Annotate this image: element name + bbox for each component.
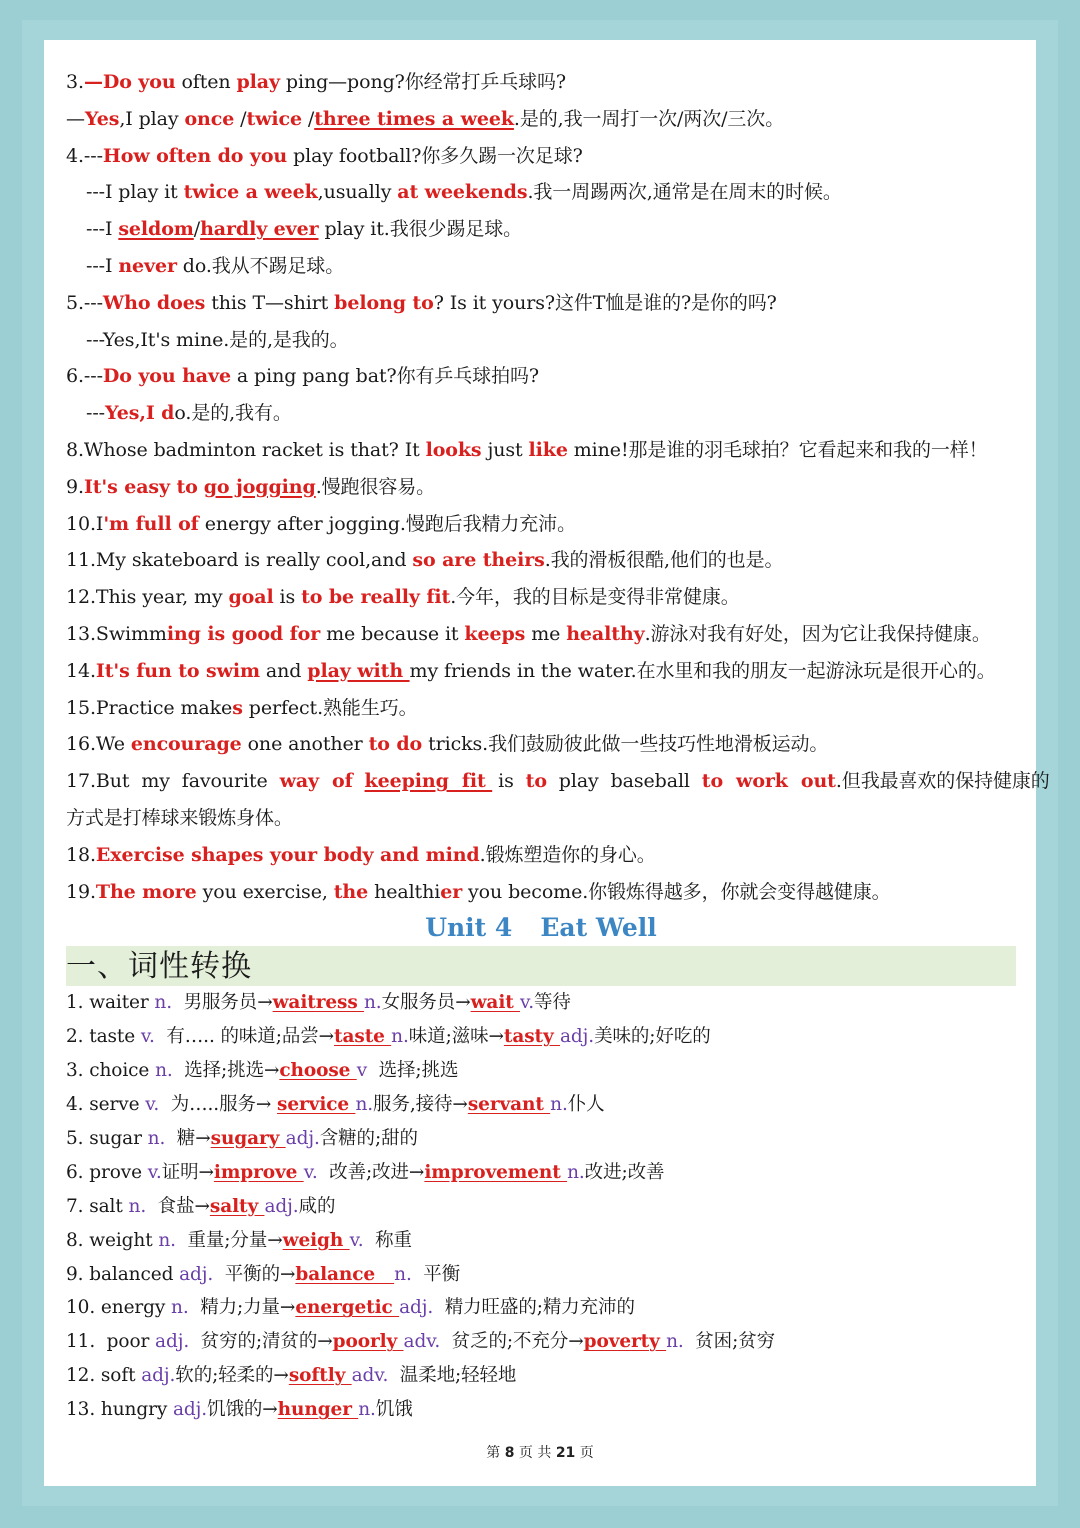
highlight-phrase: to <box>525 770 547 793</box>
sentence-line <box>66 64 1016 101</box>
sentence-line <box>66 726 1016 763</box>
text-segment: 14. <box>66 659 96 682</box>
text-segment: 软的;轻柔的→ <box>175 1365 289 1387</box>
highlight-phrase: encourage <box>130 733 242 756</box>
highlight-phrase: the <box>333 880 369 903</box>
answer-word: salty <box>209 1195 265 1217</box>
part-of-speech: n. <box>391 1026 409 1048</box>
text-segment: 平衡 <box>411 1263 461 1285</box>
word-item <box>66 1054 1016 1088</box>
highlight-phrase: keeps <box>464 622 526 645</box>
sentence-line <box>66 432 1016 469</box>
part-of-speech: adj. <box>399 1297 434 1319</box>
text-segment: perfect.熟能生巧。 <box>242 696 418 719</box>
text-segment: you exercise, <box>196 880 334 903</box>
word-item <box>66 1393 1016 1427</box>
sentence-line <box>66 653 1016 690</box>
part-of-speech: n. <box>355 1094 374 1116</box>
text-segment: 8. weight <box>66 1229 159 1251</box>
text-segment: one another <box>241 733 369 756</box>
text-segment: / <box>234 107 247 130</box>
text-segment: 11.My skateboard is really cool,and <box>66 549 413 572</box>
document-page <box>44 40 1050 1486</box>
text-segment: 2. taste <box>66 1026 141 1048</box>
footer-total-pages: 21 <box>555 1445 576 1461</box>
text-segment: ---Yes,It's mine.是的,是我的。 <box>86 328 349 351</box>
highlight-phrase: looks <box>425 438 482 461</box>
part-of-speech: n. <box>394 1263 412 1285</box>
part-of-speech: v. <box>140 1026 155 1048</box>
text-segment: ---I <box>86 218 119 241</box>
text-segment: 13. hungry <box>66 1399 173 1421</box>
text-segment: ping—pong?你经常打乒乓球吗? <box>279 71 567 93</box>
text-segment: 饥饿的→ <box>207 1399 278 1421</box>
text-segment: 饥饿 <box>375 1399 413 1421</box>
text-segment: 9. balanced <box>66 1263 180 1285</box>
text-segment: 11. poor <box>66 1331 156 1353</box>
part-of-speech: n. <box>666 1331 684 1353</box>
part-of-speech: adj. <box>179 1263 214 1285</box>
text-segment: 女服务员→ <box>381 992 471 1014</box>
text-segment: ? Is it yours?这件T恤是谁的?是你的吗? <box>433 291 777 314</box>
highlight-phrase: —Do you <box>83 71 176 93</box>
text-segment: 美味的;好吃的 <box>594 1026 711 1048</box>
part-of-speech: v. <box>349 1229 364 1251</box>
highlight-phrase: Yes,I d <box>104 402 175 425</box>
part-of-speech: adj. <box>155 1331 190 1353</box>
text-segment: 方式是打棒球来锻炼身体。 <box>66 806 293 829</box>
text-segment: me <box>525 622 567 645</box>
text-segment: 9. <box>66 475 84 498</box>
part-of-speech: adj. <box>264 1195 299 1217</box>
part-of-speech: v <box>356 1060 368 1082</box>
text-segment: 改善;改进→ <box>317 1161 425 1183</box>
text-segment: 选择;挑选→ <box>172 1060 280 1082</box>
text-segment: 3. choice <box>66 1060 156 1082</box>
text-segment: / <box>301 107 315 130</box>
text-segment: 选择;挑选 <box>367 1060 459 1082</box>
word-item <box>66 1291 1016 1325</box>
word-item <box>66 1224 1016 1258</box>
text-segment: 15.Practice make <box>66 696 233 719</box>
footer-pre: 第 <box>486 1445 501 1461</box>
highlight-phrase: Who does <box>102 291 206 314</box>
highlight-phrase: three times a week <box>314 107 514 130</box>
part-of-speech: v. <box>145 1094 160 1116</box>
highlight-phrase: How often do you <box>102 144 288 167</box>
sentence-line <box>66 542 1016 579</box>
footer-page-number: 8 <box>504 1445 515 1461</box>
text-segment: 食盐→ <box>146 1195 210 1217</box>
sentence-line <box>66 285 1016 322</box>
text-segment: .是的,我一周打一次/两次/三次。 <box>513 107 785 130</box>
text-segment: ,I play <box>119 107 185 130</box>
text-segment: 18. <box>66 843 96 866</box>
answer-word: tasty <box>503 1026 560 1048</box>
text-segment: 含糖的;甜的 <box>319 1127 418 1149</box>
word-item <box>66 1325 1016 1359</box>
text-segment: tricks.我们鼓励彼此做一些技巧性地滑板运动。 <box>422 733 829 756</box>
highlight-phrase: at weekends <box>397 181 528 204</box>
answer-word: improvement <box>424 1161 568 1183</box>
part-of-speech: n. <box>358 1399 376 1421</box>
highlight-phrase: way of <box>279 770 353 793</box>
highlight-phrase: It's easy to <box>83 475 198 498</box>
text-segment: .但我最喜欢的保持健康的 <box>835 770 1050 793</box>
part-of-speech: v. <box>303 1161 318 1183</box>
answer-word: sugary <box>210 1127 286 1149</box>
text-segment: 男服务员→ <box>172 992 273 1014</box>
highlight-phrase: goal <box>228 586 274 609</box>
text-segment: 重量;分量→ <box>175 1229 283 1251</box>
part-of-speech: n. <box>147 1127 166 1149</box>
word-item <box>66 1088 1016 1122</box>
word-item <box>66 1258 1016 1292</box>
sentence-line <box>66 211 1016 248</box>
highlight-phrase: so are theirs <box>412 549 545 572</box>
text-segment: 3. <box>66 71 84 93</box>
highlight-phrase: once <box>184 107 235 130</box>
text-segment: 10. energy <box>66 1297 172 1319</box>
part-of-speech: n. <box>363 992 382 1014</box>
word-item <box>66 1190 1016 1224</box>
highlight-phrase: seldom <box>118 218 194 241</box>
text-segment: 13.Swimm <box>66 622 167 645</box>
text-segment <box>353 770 365 792</box>
part-of-speech: adv. <box>351 1365 389 1387</box>
text-segment: 服务,接待→ <box>373 1094 468 1116</box>
word-list <box>66 986 1016 1427</box>
word-item <box>66 1020 1016 1054</box>
answer-word: choose <box>279 1060 357 1082</box>
sentence-list <box>66 64 1050 910</box>
text-segment: 5.--- <box>66 291 103 314</box>
text-segment: 4. serve <box>66 1094 146 1116</box>
answer-word: poverty <box>583 1331 667 1353</box>
text-segment: ---I <box>86 254 119 277</box>
text-segment: 仆人 <box>567 1094 605 1116</box>
text-segment: 7. salt <box>66 1195 129 1217</box>
highlight-phrase: hardly ever <box>200 218 319 241</box>
part-of-speech: adj. <box>141 1365 176 1387</box>
text-segment: 贫穷的;清贫的→ <box>189 1331 333 1353</box>
text-segment: .我的滑板很酷,他们的也是。 <box>544 549 784 572</box>
part-of-speech: n. <box>567 1161 585 1183</box>
section-title: 一、词性转换 <box>66 946 1016 986</box>
text-segment: .今年，我的目标是变得非常健康。 <box>450 586 740 609</box>
highlight-phrase: Yes <box>84 107 120 130</box>
highlight-phrase: to be really fit <box>301 586 451 609</box>
text-segment: o.是的,我有。 <box>174 402 292 425</box>
highlight-phrase: ing is good for <box>166 622 321 645</box>
footer-mid: 页 共 <box>518 1445 552 1461</box>
answer-word: servant <box>467 1094 551 1116</box>
highlight-phrase: 'm full of <box>103 512 199 535</box>
highlight-phrase: It's fun to swim <box>95 659 260 682</box>
highlight-phrase: to do <box>368 733 423 756</box>
highlight-phrase: play <box>236 71 280 93</box>
text-segment: 12. soft <box>66 1365 142 1387</box>
text-segment: energy after jogging.慢跑后我精力充沛。 <box>198 512 576 535</box>
sentence-line <box>66 248 1016 285</box>
footer-post: 页 <box>579 1445 594 1461</box>
sentence-line <box>66 800 1016 837</box>
sentence-line <box>66 506 1016 543</box>
word-item <box>66 1122 1016 1156</box>
text-segment: healthi <box>368 880 441 903</box>
text-segment: .游泳对我有好处，因为它让我保持健康。 <box>644 622 991 645</box>
text-segment: .我一周踢两次,通常是在周末的时候。 <box>527 181 842 204</box>
text-segment: often <box>175 71 237 93</box>
text-segment: 有….. 的味道;品尝→ <box>154 1026 335 1048</box>
text-segment: / <box>193 218 201 241</box>
text-segment: this T—shirt <box>205 291 335 314</box>
text-segment: and <box>259 659 308 682</box>
unit-title <box>66 910 1016 946</box>
text-segment: 6. prove <box>66 1161 148 1183</box>
part-of-speech: n. <box>128 1195 147 1217</box>
text-segment: ---I play it <box>86 181 184 204</box>
text-segment: 12.This year, my <box>66 586 229 609</box>
part-of-speech: n. <box>550 1094 568 1116</box>
highlight-phrase: The more <box>95 880 197 903</box>
highlight-phrase: play with <box>307 659 410 682</box>
sentence-line <box>66 469 1016 506</box>
sentence-line <box>66 101 1016 138</box>
highlight-phrase: never <box>118 254 177 277</box>
word-item <box>66 1359 1016 1393</box>
text-segment: me because it <box>320 622 465 645</box>
text-segment: ,usually <box>317 181 398 204</box>
sentence-line <box>66 763 1050 800</box>
text-segment: 贫乏的;不充分→ <box>440 1331 584 1353</box>
text-segment: 糖→ <box>165 1127 211 1149</box>
part-of-speech: adj. <box>172 1399 208 1421</box>
part-of-speech: v. <box>147 1161 162 1183</box>
highlight-phrase: to work out <box>701 770 836 793</box>
sentence-line <box>66 616 1016 653</box>
text-segment: 6.--- <box>66 365 103 388</box>
highlight-phrase: like <box>528 438 568 461</box>
text-segment: 17.But my favourite <box>66 770 280 793</box>
text-segment: 称重 <box>363 1229 412 1251</box>
answer-word: taste <box>334 1026 392 1048</box>
text-segment: 证明→ <box>161 1161 214 1183</box>
text-segment: play baseball <box>546 770 702 793</box>
part-of-speech: adj. <box>560 1026 595 1048</box>
sentence-line <box>66 874 1016 911</box>
text-segment: .锻炼塑造你的身心。 <box>479 843 656 866</box>
text-segment: 咸的 <box>298 1195 336 1217</box>
text-segment: 5. sugar <box>66 1127 148 1149</box>
word-item <box>66 1156 1016 1190</box>
page-footer <box>44 1442 1036 1462</box>
text-segment: 为…..服务→ <box>159 1094 278 1116</box>
highlight-phrase: keeping fit <box>364 770 493 793</box>
text-segment: 贫困;贫穷 <box>683 1331 776 1353</box>
text-segment: 味道;滋味→ <box>408 1026 504 1048</box>
answer-word: poorly <box>332 1331 404 1353</box>
text-segment: 平衡的→ <box>213 1263 296 1285</box>
answer-word: weigh <box>282 1229 350 1251</box>
text-segment: just <box>481 438 529 461</box>
text-segment: .慢跑很容易。 <box>315 475 436 498</box>
text-segment: 精力;力量→ <box>188 1297 296 1319</box>
text-segment: a ping pang bat?你有乒乓球拍吗? <box>230 365 539 388</box>
text-segment: 温柔地;轻轻地 <box>388 1365 517 1387</box>
text-segment: 等待 <box>533 992 571 1014</box>
unit-name: Eat Well <box>540 913 657 943</box>
word-item <box>66 986 1016 1020</box>
text-segment: play football?你多久踢一次足球? <box>287 144 583 167</box>
answer-word: hunger <box>277 1399 359 1421</box>
highlight-phrase: go jogging <box>203 475 316 498</box>
sentence-line <box>66 690 1016 727</box>
part-of-speech: n. <box>158 1229 176 1251</box>
sentence-line <box>66 395 1016 432</box>
text-segment: 19. <box>66 880 96 903</box>
part-of-speech: n. <box>154 992 173 1014</box>
text-segment: 16.We <box>66 733 131 756</box>
answer-word: improve <box>213 1161 304 1183</box>
unit-number: Unit 4 <box>425 913 513 943</box>
sentence-line <box>66 579 1016 616</box>
text-segment: — <box>66 107 85 130</box>
text-segment: 4.--- <box>66 144 103 167</box>
text-segment: --- <box>86 402 105 425</box>
sentence-line <box>66 322 1016 359</box>
text-segment: 8.Whose badminton racket is that? It <box>66 438 426 461</box>
answer-word: balance <box>295 1263 395 1285</box>
part-of-speech: adv. <box>403 1331 441 1353</box>
part-of-speech: v. <box>520 992 534 1014</box>
highlight-phrase: healthy <box>566 622 645 645</box>
text-segment: 精力旺盛的;精力充沛的 <box>433 1297 635 1319</box>
text-segment: you become.你锻炼得越多，你就会变得越健康。 <box>462 880 891 903</box>
answer-word: wait <box>470 992 521 1014</box>
sentence-line <box>66 138 1016 175</box>
part-of-speech: n. <box>155 1060 173 1082</box>
sentence-line <box>66 174 1016 211</box>
text-segment: 改进;改善 <box>584 1161 665 1183</box>
answer-word: service <box>277 1094 356 1116</box>
highlight-phrase: Do you have <box>102 365 231 388</box>
text-segment: my friends in the water.在水里和我的朋友一起游泳玩是很开心的。 <box>409 659 996 682</box>
text-segment: is <box>492 770 526 793</box>
text-segment: is <box>273 586 302 609</box>
highlight-phrase: belong to <box>334 291 434 314</box>
sentence-line <box>66 358 1016 395</box>
highlight-phrase: er <box>440 880 463 903</box>
text-segment: play it.我很少踢足球。 <box>318 218 523 241</box>
answer-word: waitress <box>272 992 364 1014</box>
sentence-line <box>66 837 1016 874</box>
answer-word: softly <box>288 1365 352 1387</box>
text-segment: 10.I <box>66 512 104 535</box>
content <box>66 64 1050 1427</box>
text-segment: 1. waiter <box>66 992 155 1014</box>
answer-word: energetic <box>295 1297 400 1319</box>
part-of-speech: adj. <box>285 1127 320 1149</box>
highlight-phrase: twice <box>246 107 302 130</box>
text-segment: do.我从不踢足球。 <box>176 254 345 277</box>
part-of-speech: n. <box>171 1297 189 1319</box>
highlight-phrase: twice a week <box>183 181 318 204</box>
highlight-phrase: s <box>232 696 243 719</box>
highlight-phrase: Exercise shapes your body and mind <box>95 843 480 866</box>
text-segment: mine!那是谁的羽毛球拍？它看起来和我的一样！ <box>567 438 988 461</box>
